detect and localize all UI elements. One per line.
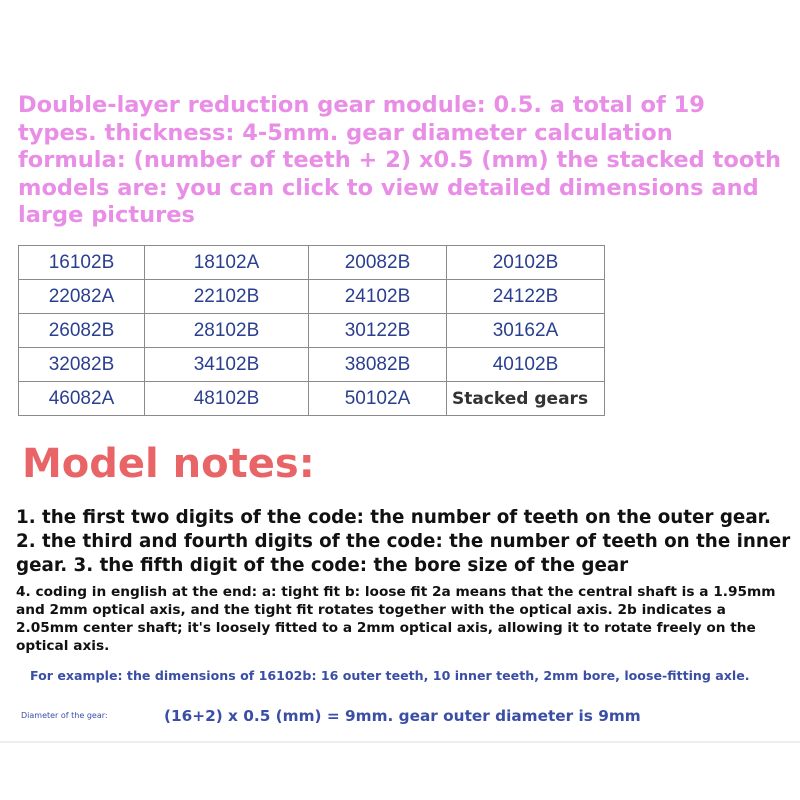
diameter-label: Diameter of the gear: <box>21 711 108 720</box>
model-notes-coding: 4. coding in english at the end: a: tight fit b: loose fit 2a means that the central shaft is a 1.95mm and 2mm optical axis, and the tight fit rotates together with the optical axis. 2b indicates a 2.05mm center shaft; it's loosely fitted to a 2mm optical axis, allowing it to rotate freely on the optical axis. <box>16 584 776 654</box>
model-cell: 30162A <box>447 314 605 348</box>
table-row <box>19 280 605 314</box>
table-row <box>19 314 605 348</box>
model-cell: 38082B <box>309 348 447 382</box>
model-notes-title: Model notes: <box>22 441 315 487</box>
model-cell: 18102A <box>145 246 309 280</box>
model-notes-main: 1. the first two digits of the code: the number of teeth on the outer gear. 2. the third and fourth digits of the code: the number of teeth on the inner gear. 3. the fifth digit of the code: the bore size of the gear <box>16 507 791 576</box>
model-cell: 40102B <box>447 348 605 382</box>
model-cell: 48102B <box>145 382 309 416</box>
page-heading: Double-layer reduction gear module: 0.5. a total of 19 types. thickness: 4-5mm. gear diameter calculation formula: (number of teeth + 2) x0.5 (mm) the stacked tooth models are: you can click to view detailed dimensions and large pictures <box>18 92 782 228</box>
model-table <box>18 245 605 416</box>
model-cell: 16102B <box>19 246 145 280</box>
model-cell: 30122B <box>309 314 447 348</box>
stacked-gears-label: Stacked gears <box>447 382 605 416</box>
model-cell: 34102B <box>145 348 309 382</box>
model-cell: 28102B <box>145 314 309 348</box>
model-cell: 50102A <box>309 382 447 416</box>
table-row <box>19 246 605 280</box>
diameter-formula: (16+2) x 0.5 (mm) = 9mm. gear outer diameter is 9mm <box>164 707 641 725</box>
model-cell: 20102B <box>447 246 605 280</box>
example-text: For example: the dimensions of 16102b: 16 outer teeth, 10 inner teeth, 2mm bore, loose-fitting axle. <box>30 668 750 683</box>
model-cell: 22082A <box>19 280 145 314</box>
model-cell: 26082B <box>19 314 145 348</box>
model-cell: 46082A <box>19 382 145 416</box>
model-cell: 24122B <box>447 280 605 314</box>
table-row <box>19 348 605 382</box>
model-cell: 24102B <box>309 280 447 314</box>
model-cell: 32082B <box>19 348 145 382</box>
table-row <box>19 382 605 416</box>
model-cell: 20082B <box>309 246 447 280</box>
model-cell: 22102B <box>145 280 309 314</box>
divider <box>0 741 800 743</box>
